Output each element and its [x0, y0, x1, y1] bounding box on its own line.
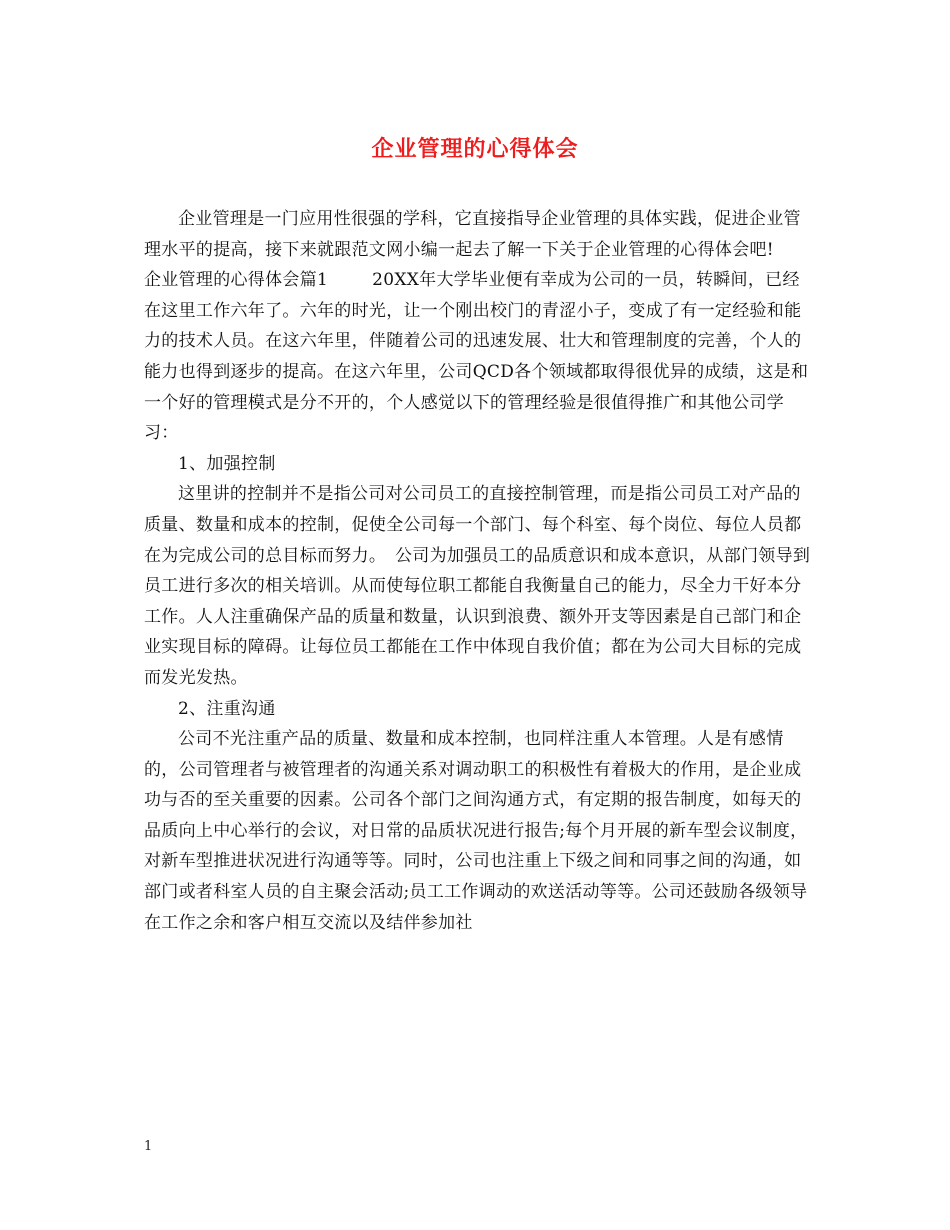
- section-label: 企业管理的心得体会篇1: [144, 270, 329, 291]
- document-body: [144, 204, 816, 938]
- document-title: 企业管理的心得体会: [371, 136, 579, 162]
- heading-communication: 2、注重沟通: [178, 698, 276, 719]
- section-text: 20XX年大学毕业便有幸成为公司的一员，转瞬间，已经在这里工作六年了。六年的时光，让一个刚出校门的青涩小子，变成了有一定经验和能力的技术人员。在这六年里，伴随着公司的迅速发展、壮大和管理制度的完善，个人的能力也得到逐步的提高。在这六年里，公司QCD各个领域都取得很优异的成绩，这是和一个好的管理模式是分不开的，个人感觉以下的管理经验是很值得推广和其他公司学习：: [144, 270, 809, 444]
- section-paragraph: [144, 265, 816, 449]
- paragraph-control: 这里讲的控制并不是指公司对公司员工的直接控制管理，而是指公司员工对产品的质量、数量和成本的控制，促使全公司每一个部门、每个科室、每个岗位、每位人员都在为完成公司的总目标而努力。 公司为加强员工的品质意识和成本意识，从部门领导到员工进行多次的相关培训。从而使每位职工都能自我衡量自己的能力，尽全力干好本分工作。人人注重确保产品的质量和数量，认识到浪费、额外开支等因素是自己部门和企业实现目标的障碍。让每位员工都能在工作中体现自我价值；都在为公司大目标的完成而发光发热。: [144, 484, 811, 688]
- intro-paragraph: 企业管理是一门应用性很强的学科，它直接指导企业管理的具体实践，促进企业管理水平的提高，接下来就跟范文网小编一起去了解一下关于企业管理的心得体会吧!: [144, 209, 801, 260]
- paragraph-communication: 公司不光注重产品的质量、数量和成本控制，也同样注重人本管理。人是有感情的，公司管理者与被管理者的沟通关系对调动职工的积极性有着极大的作用，是企业成功与否的至关重要的因素。公司各个部门之间沟通方式，有定期的报告制度，如每天的品质向上中心举行的会议，对日常的品质状况进行报告;每个月开展的新车型会议制度，对新车型推进状况进行沟通等等。同时，公司也注重上下级之间和同事之间的沟通，如部门或者科室人员的自主聚会活动;员工工作调动的欢送活动等等。公司还鼓励各级领导在工作之余和客户相互交流以及结伴参加社: [144, 729, 808, 933]
- page-number: 1: [144, 1139, 153, 1154]
- heading-strengthen-control: 1、加强控制: [178, 453, 276, 474]
